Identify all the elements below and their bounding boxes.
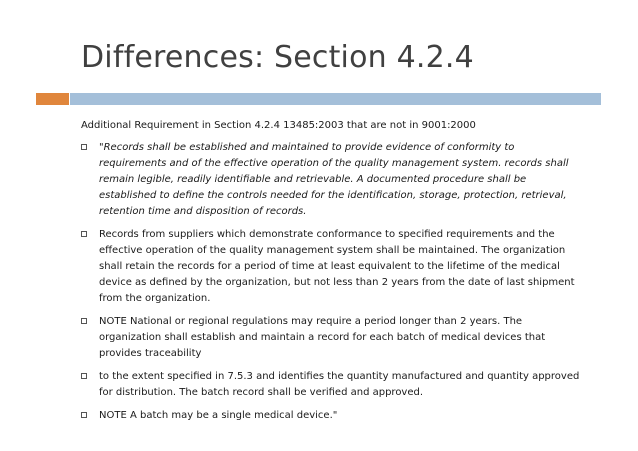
bullet-text: "Records shall be established and maintained to provide evidence of conformity to requirements and of the effective operation of the quality management system. records shall remain legible, readily identifiable and retrievable. A documented procedure shall be established to define the controls needed for the identification, storage, protection, retrieval, retention time and disposition of records. [99, 142, 569, 217]
square-bullet-icon [81, 231, 87, 237]
square-bullet-icon [81, 144, 87, 150]
bullet-item [81, 369, 581, 401]
title-divider-bar [70, 93, 601, 105]
intro-text: Additional Requirement in Section 4.2.4 13485:2003 that are not in 9001:2000 [81, 120, 476, 131]
bullet-item [81, 140, 581, 220]
bullet-list [81, 140, 581, 424]
square-bullet-icon [81, 318, 87, 324]
slide-title: Differences: Section 4.2.4 [81, 40, 474, 75]
square-bullet-icon [81, 412, 87, 418]
bullet-text: NOTE A batch may be a single medical device." [99, 410, 338, 421]
bullet-text: NOTE National or regional regulations may require a period longer than 2 years. The organization shall establish and maintain a record for each batch of medical devices that provides traceability [99, 316, 546, 359]
slide-body [81, 118, 581, 431]
bullet-text: Records from suppliers which demonstrate conformance to specified requirements and the effective operation of the quality management system shall be maintained. The organization shall retain the records for a period of time at least equivalent to the lifetime of the medical device as defined by the organization, but not less than 2 years from the date of last shipment from the organization. [99, 229, 575, 304]
bullet-item [81, 227, 581, 307]
bullet-item [81, 408, 581, 424]
square-bullet-icon [81, 373, 87, 379]
title-accent-bar [36, 93, 69, 105]
bullet-item [81, 314, 581, 362]
bullet-text: to the extent specified in 7.5.3 and identifies the quantity manufactured and quantity approved for distribution. The batch record shall be verified and approved. [99, 371, 580, 398]
